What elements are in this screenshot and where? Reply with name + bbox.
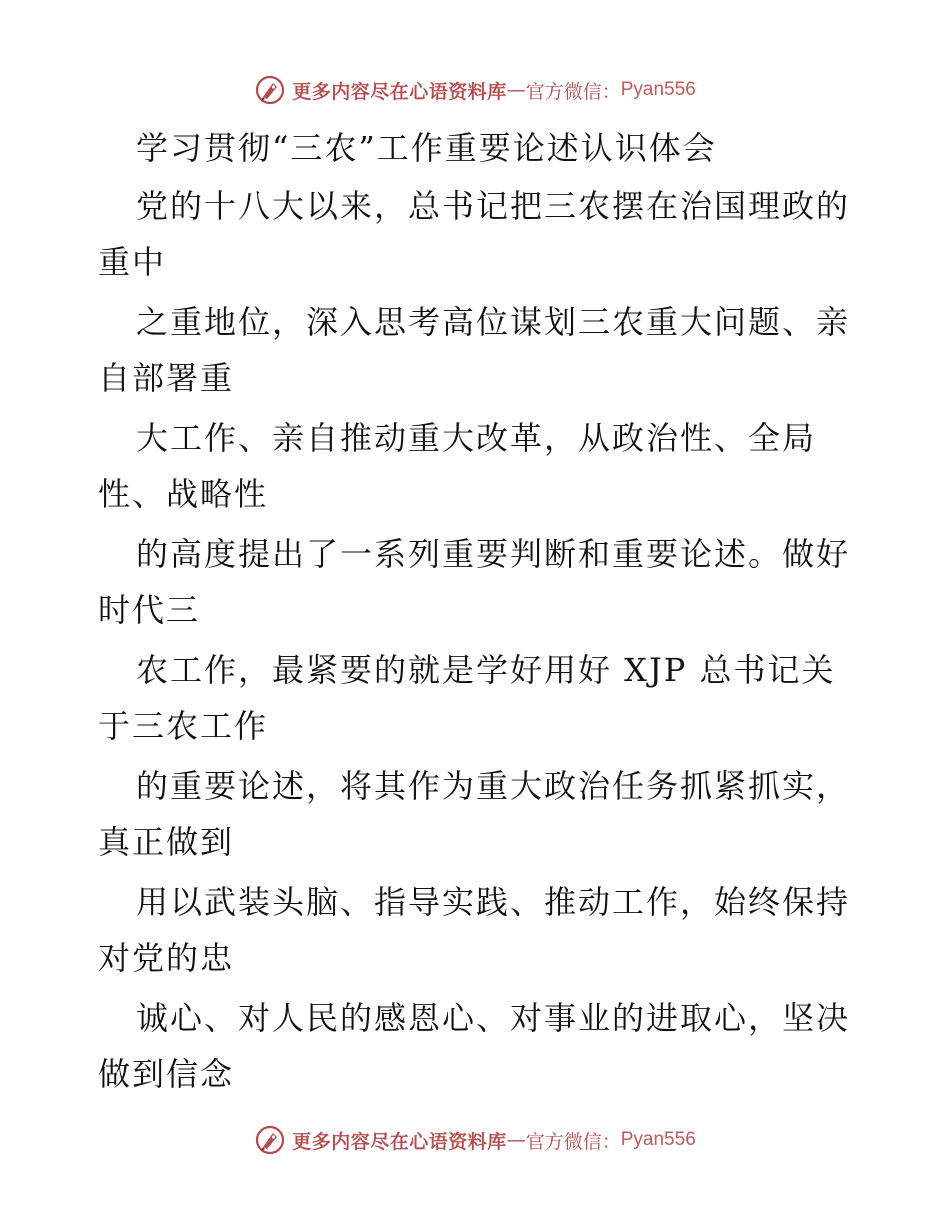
text-line: 对党的忠 [98,939,235,977]
text-line: 的高度提出了一系列重要判断和重要论述。做好 [136,535,851,573]
text-line: 之重地位，深入思考高位谋划三农重大问题、亲 [136,303,851,341]
watermark-wechat-label: 官方微信： [525,1130,621,1153]
pen-nib-logo-icon [254,74,286,106]
text-line: 的重要论述，将其作为重大政治任务抓紧抓实， [136,767,851,805]
watermark-wechat-id: Pyan556 [620,1129,696,1150]
header-watermark [0,72,950,108]
text-line: 时代三 [98,591,201,629]
watermark-dash: — [506,1129,526,1151]
text-line: 用以武装头脑、指导实践、推动工作，始终保持 [136,883,851,921]
text-line: 自部署重 [98,359,235,397]
watermark-wechat-label: 官方微信： [525,80,621,103]
watermark-brand: 更多内容尽在心语资料库 [292,1130,507,1153]
watermark-dash: — [506,79,526,101]
text-line: 性、战略性 [98,475,269,513]
text-line: 农工作，最紧要的就是学好用好 XJP 总书记关 [136,651,836,689]
pen-nib-logo-icon [254,1124,286,1156]
watermark-text [292,1127,696,1154]
footer-watermark [0,1122,950,1158]
document-title: 学习贯彻“三农”工作重要论述认识体会 [136,129,717,167]
text-line: 诚心、对人民的感恩心、对事业的进取心，坚决 [136,999,851,1037]
watermark-text [292,77,696,104]
text-line: 于三农工作 [98,707,269,745]
text-line: 大工作、亲自推动重大改革，从政治性、全局 [136,419,817,457]
watermark-wechat-id: Pyan556 [620,79,696,100]
text-line: 做到信念 [98,1055,235,1093]
text-line: 真正做到 [98,823,235,861]
watermark-brand: 更多内容尽在心语资料库 [292,80,507,103]
text-line: 党的十八大以来，总书记把三农摆在治国理政的 [136,187,851,225]
text-line: 重中 [98,243,167,281]
